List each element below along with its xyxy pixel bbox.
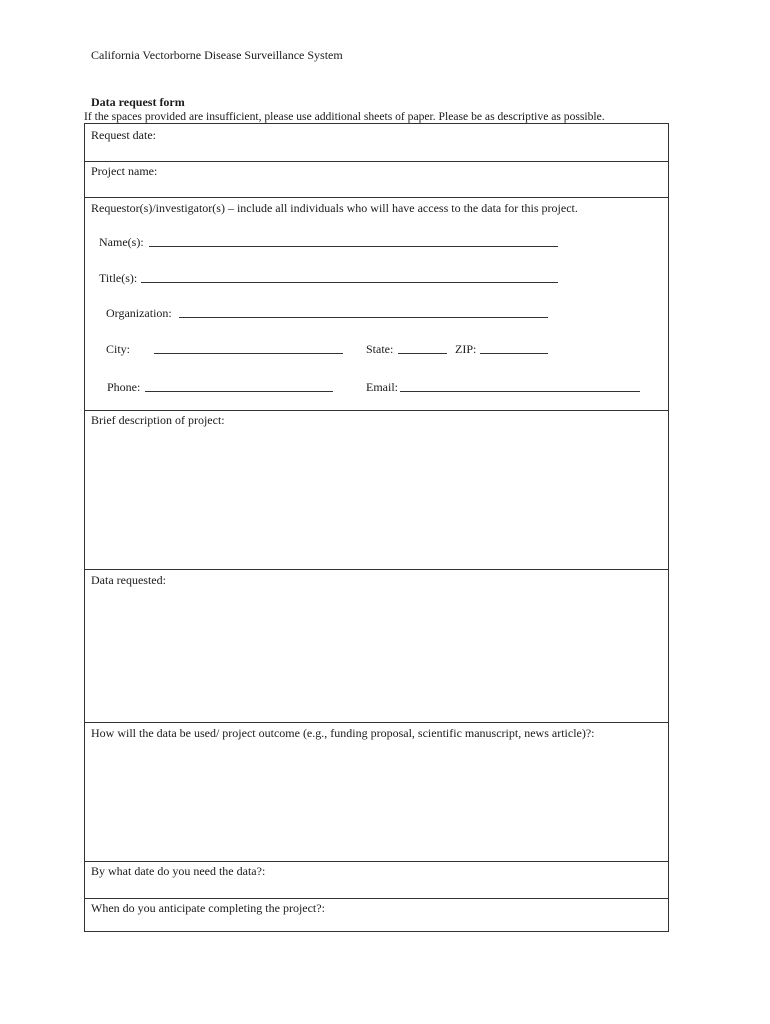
organization-field[interactable] (179, 317, 548, 318)
phone-label: Phone: (107, 380, 141, 394)
city-label: City: (106, 342, 131, 356)
names-label: Name(s): (99, 235, 144, 249)
needed-by-label: By what date do you need the data?: (91, 864, 266, 878)
row-divider (84, 197, 669, 198)
data-requested-label: Data requested: (91, 573, 166, 587)
form-instructions: If the spaces provided are insufficient, please use additional sheets of paper. Please be as descriptive as possible. (84, 110, 605, 123)
project-name-label: Project name: (91, 164, 158, 178)
form-title: Data request form (91, 95, 185, 109)
zip-field[interactable] (480, 353, 548, 354)
zip-label: ZIP: (455, 342, 477, 356)
names-field[interactable] (149, 246, 558, 247)
row-divider (84, 861, 669, 862)
usage-label: How will the data be used/ project outcome (e.g., funding proposal, scientific manuscript, news article)?: (91, 726, 595, 740)
request-date-label: Request date: (91, 128, 156, 142)
row-divider (84, 161, 669, 162)
email-label: Email: (366, 380, 398, 394)
requestor-label: Requestor(s)/investigator(s) – include all individuals who will have access to the data for this project. (91, 201, 578, 215)
state-field[interactable] (398, 353, 447, 354)
city-field[interactable] (154, 353, 343, 354)
completion-label: When do you anticipate completing the project?: (91, 901, 325, 915)
state-label: State: (366, 342, 394, 356)
email-field[interactable] (400, 391, 640, 392)
row-divider (84, 410, 669, 411)
description-label: Brief description of project: (91, 413, 225, 427)
system-title: California Vectorborne Disease Surveillance System (91, 48, 343, 62)
titles-field[interactable] (141, 282, 558, 283)
row-divider (84, 569, 669, 570)
row-divider (84, 898, 669, 899)
form-table (84, 123, 669, 932)
phone-field[interactable] (145, 391, 333, 392)
row-divider (84, 722, 669, 723)
titles-label: Title(s): (99, 271, 138, 285)
organization-label: Organization: (106, 306, 172, 320)
